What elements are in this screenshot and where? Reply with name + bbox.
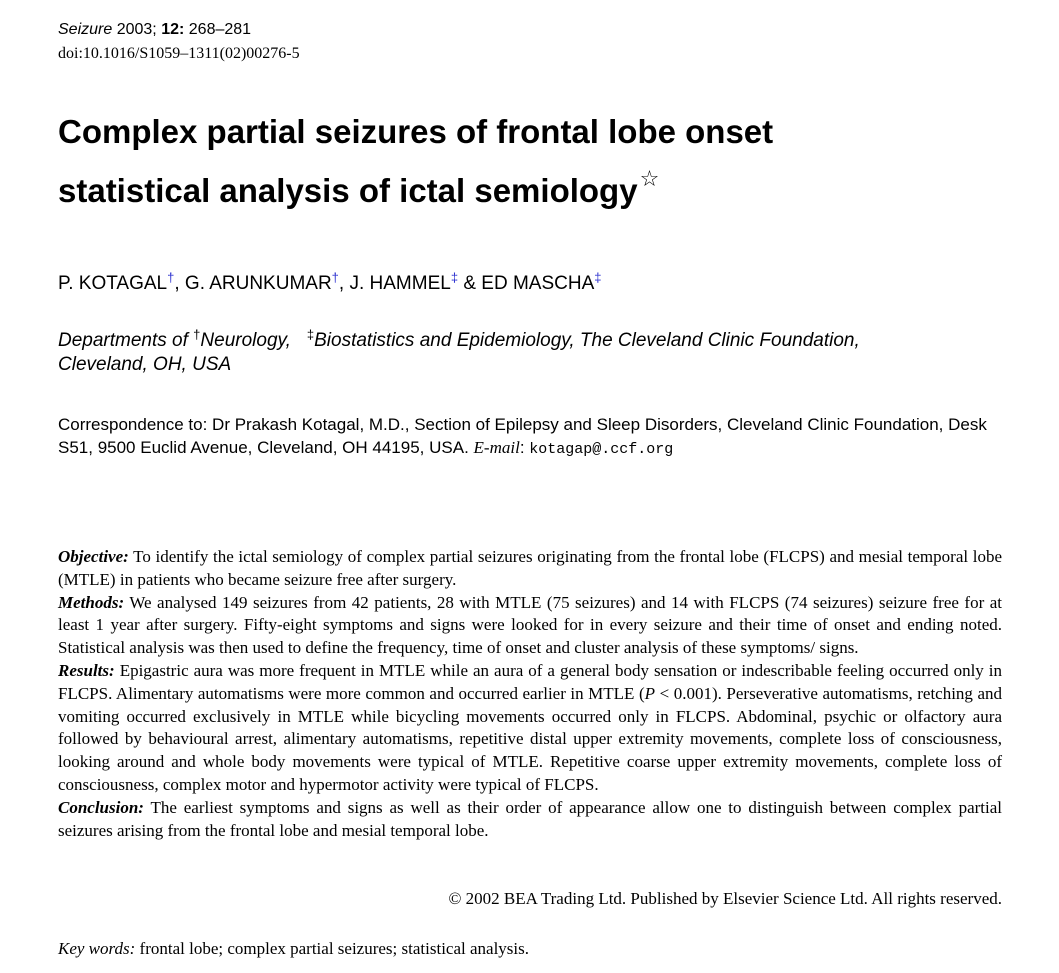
author-separator: &: [458, 273, 482, 294]
title-line-2-text: statistical analysis of ictal semiology: [58, 172, 638, 209]
journal-name: Seizure: [58, 21, 113, 38]
p-value: 0.001: [673, 683, 712, 703]
author-name: ED MASCHA: [481, 273, 595, 294]
affiliation-dept-biostatistics: Biostatistics and Epidemiology, The Cleveland Clinic Foundation,: [314, 330, 860, 351]
correspondence: [58, 413, 1018, 461]
author-affiliation-mark[interactable]: †: [167, 270, 175, 285]
author-list: [58, 272, 602, 296]
keywords: [58, 938, 529, 960]
email-label: E-mail: [473, 438, 520, 457]
keywords-text: frontal lobe; complex partial seizures; statistical analysis.: [139, 939, 529, 958]
paper-title: [58, 108, 1018, 215]
results-heading: Results:: [58, 660, 115, 680]
abstract-objective: [58, 546, 1002, 592]
results-text-part1: Epigastric aura was more frequent in MTLE while an aura of a general body sensation or indescribable feeling occurred only in FLCPS. Alimentary automatisms were more common and occurred earlier in MTLE (: [58, 660, 1003, 703]
methods-text: We analysed 149 seizures from 42 patients, 28 with MTLE (75 seizures) and 14 with FLCPS (74 seizures) seizure free for at least 1 year after surgery. Fifty-eight symptoms and signs were looked for in every seizure and their time of onset and ending noted. Statistical analysis was then used to define the frequency, time of onset and cluster analysis of these symptoms/ signs.: [58, 592, 1003, 658]
author-affiliation-mark[interactable]: †: [331, 270, 339, 285]
affiliations: [58, 329, 1018, 377]
author-name: P. KOTAGAL: [58, 273, 168, 294]
results-text-part2: ). Perseverative automatisms, retching and vomiting occurred exclusively in MTLE while bicycling movements occurred only in FLCPS. Abdominal, psychic or olfactory aura followed by behavioural arrest, alimentary automatisms, repetitive distal upper extremity movements, complete loss of consciousness, looking around and whole body movements were typical of MTLE. Repetitive coarse upper extremity movements, complete loss of consciousness, complex motor and hypermotor activity were typical of FLCPS.: [58, 683, 1003, 794]
journal-pages: 268–281: [188, 21, 252, 38]
copyright-notice: © 2002 BEA Trading Ltd. Published by Elsevier Science Ltd. All rights reserved.: [448, 889, 1002, 908]
abstract: [58, 546, 1002, 842]
affiliation-mark-double-dagger: ‡: [306, 327, 315, 342]
author-affiliation-mark[interactable]: ‡: [594, 270, 602, 285]
conclusion-text: The earliest symptoms and signs as well as their order of appearance allow one to distinguish between complex partial seizures arising from the frontal lobe and mesial temporal lobe.: [58, 797, 1002, 840]
author-affiliation-mark[interactable]: ‡: [450, 270, 459, 285]
journal-citation: [58, 20, 251, 40]
journal-volume: 12:: [161, 21, 185, 38]
methods-heading: Methods:: [58, 592, 125, 612]
abstract-methods: [58, 592, 1002, 660]
affiliation-location: Cleveland, OH, USA: [58, 354, 232, 375]
journal-year: 2003;: [116, 21, 157, 38]
email-colon: :: [519, 438, 525, 457]
correspondence-text: Correspondence to: Dr Prakash Kotagal, M.D., Section of Epilepsy and Sleep Disorders, Cleveland Clinic Foundation, Desk S51, 9500 Euclid Avenue, Cleveland, OH 44195, USA.: [58, 415, 987, 457]
affiliation-dept-neurology: Neurology,: [200, 330, 291, 351]
p-symbol: P: [644, 683, 656, 703]
doi: doi:10.1016/S1059–1311(02)00276-5: [58, 45, 300, 62]
title-line-2: [58, 156, 1018, 215]
abstract-results: [58, 660, 1002, 797]
author-name: J. HAMMEL: [349, 273, 451, 294]
conclusion-heading: Conclusion:: [58, 797, 144, 817]
keywords-label: Key words:: [58, 939, 136, 958]
affiliation-mark-dagger: †: [193, 327, 201, 342]
author-separator: ,: [338, 273, 350, 294]
abstract-conclusion: [58, 797, 1002, 843]
author-name: G. ARUNKUMAR: [184, 273, 332, 294]
title-footnote-star-icon[interactable]: ☆: [639, 167, 660, 192]
objective-heading: Objective:: [58, 547, 129, 566]
p-relation: <: [659, 683, 670, 703]
author-separator: ,: [174, 273, 185, 294]
objective-text: To identify the ictal semiology of complex partial seizures originating from the frontal lobe (FLCPS) and mesial temporal lobe (MTLE) in patients who became seizure free after surgery.: [58, 547, 1002, 589]
email-address[interactable]: kotagap@.ccf.org: [529, 441, 674, 458]
affiliation-prefix: Departments of: [58, 330, 194, 351]
title-line-1: Complex partial seizures of frontal lobe onset: [58, 113, 774, 150]
